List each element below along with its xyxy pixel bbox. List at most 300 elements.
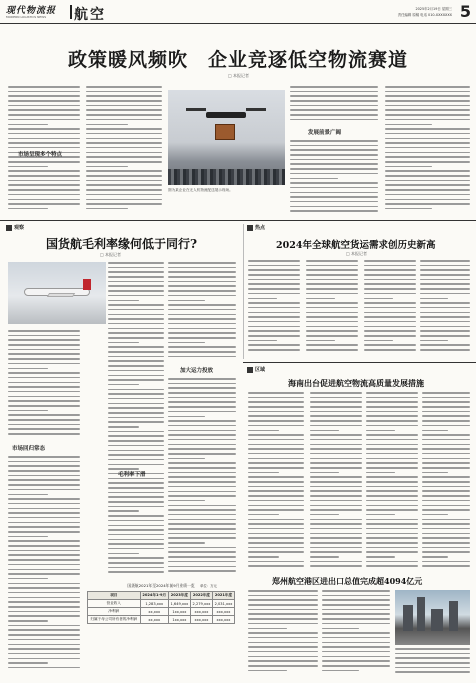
text-line	[248, 415, 304, 417]
text-line	[248, 646, 318, 648]
left-column-3	[108, 262, 164, 578]
text-line	[420, 344, 470, 346]
table-cell: xxx,xxx	[212, 616, 234, 624]
text-line	[366, 462, 418, 464]
text-line	[422, 556, 448, 558]
text-line	[108, 318, 164, 320]
text-line	[8, 662, 48, 664]
text-line	[168, 318, 236, 320]
text-line	[422, 425, 470, 427]
text-line	[8, 498, 80, 500]
text-line	[168, 556, 236, 558]
text-line	[420, 260, 470, 262]
text-line	[290, 100, 378, 102]
text-line	[168, 276, 236, 278]
text-line	[422, 476, 470, 478]
text-line	[310, 500, 362, 502]
text-line	[248, 265, 300, 267]
text-line	[310, 565, 362, 567]
text-line	[168, 486, 236, 488]
text-line	[248, 495, 304, 497]
text-line	[366, 472, 395, 474]
text-line	[248, 307, 300, 309]
text-line	[422, 500, 470, 502]
text-line	[422, 420, 470, 422]
text-line	[108, 440, 164, 442]
text-line	[168, 462, 236, 464]
text-line	[306, 288, 358, 290]
text-line	[422, 486, 470, 488]
text-line	[8, 573, 80, 575]
table-cell: 1,283,xxx	[140, 600, 168, 608]
text-line	[8, 105, 80, 107]
paper-meta: MODERN LOGISTICS NEWS	[6, 15, 47, 19]
text-line	[248, 623, 318, 625]
text-line	[108, 548, 164, 550]
text-line	[248, 321, 300, 323]
text-line	[366, 547, 418, 549]
text-line	[310, 462, 362, 464]
text-line	[310, 481, 362, 483]
plane-wing	[47, 293, 75, 297]
bottom-story-title-2: 郑州航空港区进出口总值完成超4094亿元	[272, 576, 423, 586]
text-line	[364, 302, 416, 304]
text-line	[108, 389, 164, 391]
text-line	[86, 175, 162, 177]
text-line	[8, 639, 80, 641]
text-line	[420, 269, 470, 271]
text-line	[108, 398, 164, 400]
text-line	[322, 604, 390, 606]
text-line	[422, 533, 470, 535]
airport-city-photo	[395, 590, 470, 645]
text-line	[168, 439, 236, 441]
text-line	[108, 370, 164, 372]
lead-column-3	[290, 86, 378, 126]
text-line	[86, 133, 162, 135]
text-line	[290, 149, 378, 151]
text-line	[290, 196, 378, 198]
text-line	[108, 525, 164, 527]
text-line	[8, 142, 80, 144]
table-cell: 归属于母公司所有者的净利润	[88, 616, 141, 624]
text-line	[108, 496, 164, 498]
text-line	[366, 406, 418, 408]
text-line	[248, 260, 300, 262]
text-line	[366, 556, 395, 558]
text-line	[248, 298, 277, 300]
text-line	[385, 95, 470, 97]
text-line	[168, 458, 205, 460]
text-line	[8, 583, 80, 585]
text-line	[108, 562, 164, 564]
text-line	[422, 444, 470, 446]
text-line	[290, 145, 378, 147]
text-line	[108, 290, 164, 292]
text-line	[8, 461, 80, 463]
text-line	[310, 411, 362, 413]
text-line	[420, 307, 470, 309]
text-line	[364, 330, 416, 332]
text-line	[422, 505, 470, 507]
text-line	[248, 533, 304, 535]
text-line	[86, 152, 162, 154]
text-line	[420, 326, 470, 328]
text-line	[366, 509, 418, 511]
text-line	[8, 339, 80, 341]
text-line	[8, 658, 80, 660]
text-line	[8, 494, 48, 496]
text-line	[290, 168, 378, 170]
text-line	[248, 425, 304, 427]
text-line	[310, 490, 362, 492]
table-header: 项目	[88, 592, 141, 600]
text-line	[8, 189, 80, 191]
text-line	[168, 271, 236, 273]
text-line	[8, 554, 80, 556]
text-line	[366, 523, 418, 525]
text-line	[8, 545, 80, 547]
table-cell: xxx,xxx	[190, 608, 212, 616]
text-line	[422, 495, 470, 497]
text-line	[248, 628, 287, 630]
building	[403, 605, 413, 631]
text-line	[8, 611, 80, 613]
text-line	[310, 439, 362, 441]
text-line	[8, 531, 80, 533]
text-line	[422, 467, 470, 469]
text-line	[310, 556, 339, 558]
text-line	[248, 656, 318, 658]
text-line	[395, 653, 470, 655]
text-line	[248, 537, 304, 539]
text-line	[248, 660, 318, 662]
text-line	[168, 285, 236, 287]
text-line	[8, 372, 80, 374]
text-line	[385, 184, 470, 186]
section-rule	[243, 362, 476, 363]
text-line	[168, 262, 236, 264]
text-line	[395, 667, 470, 669]
text-line	[8, 424, 80, 426]
text-line	[322, 656, 390, 658]
text-line	[248, 670, 287, 672]
text-line	[310, 401, 362, 403]
text-line	[322, 595, 390, 597]
text-line	[248, 467, 304, 469]
text-line	[108, 492, 164, 494]
text-line	[290, 192, 378, 194]
text-line	[310, 425, 362, 427]
text-line	[385, 91, 470, 93]
text-line	[422, 547, 470, 549]
text-line	[168, 453, 236, 455]
text-line	[8, 648, 80, 650]
text-line	[108, 445, 164, 447]
crowd	[168, 169, 285, 185]
text-line	[86, 147, 162, 149]
text-line	[364, 260, 416, 262]
text-line	[290, 140, 378, 142]
text-line	[422, 401, 470, 403]
text-line	[366, 411, 418, 413]
text-line	[248, 335, 300, 337]
bottom-column-6	[322, 590, 390, 678]
table-cell: 2,279,xxx	[190, 600, 212, 608]
text-line	[290, 163, 378, 165]
text-line	[86, 199, 162, 201]
text-line	[8, 138, 80, 140]
text-line	[248, 476, 304, 478]
text-line	[248, 604, 318, 606]
text-line	[385, 170, 470, 172]
text-line	[108, 501, 164, 503]
text-line	[422, 481, 470, 483]
lead-byline: □ 本报记者	[228, 73, 250, 78]
text-line	[422, 448, 470, 450]
text-line	[168, 537, 236, 539]
text-line	[168, 566, 236, 568]
left-subhead-1: 市场回归常态	[12, 446, 46, 452]
building	[417, 597, 425, 631]
text-line	[364, 279, 416, 281]
text-line	[168, 383, 236, 385]
text-line	[366, 481, 418, 483]
text-line	[420, 335, 470, 337]
text-line	[306, 312, 358, 314]
text-line	[290, 105, 378, 107]
text-line	[168, 290, 236, 292]
text-line	[364, 349, 416, 351]
text-line	[306, 321, 358, 323]
text-line	[290, 95, 378, 97]
photo-caption: 图为某企业在无人机物流配送展示现场。	[168, 188, 233, 192]
table-header-row	[88, 592, 235, 600]
text-line	[248, 490, 304, 492]
text-line	[8, 203, 80, 205]
text-line	[8, 147, 80, 149]
text-line	[8, 578, 48, 580]
right-story-title: 2024年全球航空货运需求创历史新高	[276, 240, 436, 251]
text-line	[310, 434, 362, 436]
text-line	[248, 665, 318, 667]
text-line	[86, 142, 162, 144]
table-title: 国货航2021年至2024年前9月业绩一览	[127, 583, 195, 588]
text-line	[108, 328, 164, 330]
text-line	[422, 514, 448, 516]
text-line	[8, 184, 80, 186]
text-line	[108, 487, 164, 489]
text-line	[108, 393, 164, 395]
page-info	[398, 6, 452, 18]
text-line	[168, 434, 236, 436]
text-line	[364, 307, 416, 309]
left-story-byline: □ 本报记者	[100, 252, 122, 257]
text-line	[248, 401, 304, 403]
text-line	[108, 360, 164, 362]
text-line	[306, 316, 358, 318]
text-line	[108, 351, 164, 353]
text-line	[310, 495, 362, 497]
text-line	[248, 500, 304, 502]
text-line	[168, 476, 236, 478]
text-line	[248, 434, 304, 436]
text-line	[8, 526, 80, 528]
text-line	[248, 595, 318, 597]
text-line	[168, 346, 236, 348]
text-line	[422, 551, 470, 553]
text-line	[364, 321, 416, 323]
text-line	[366, 401, 418, 403]
text-line	[248, 590, 318, 592]
text-line	[422, 411, 470, 413]
text-line	[310, 420, 362, 422]
text-line	[364, 283, 416, 285]
text-line	[248, 637, 318, 639]
right-tag-label: 热点	[255, 225, 266, 231]
table-cell: 1xx,xxx	[168, 608, 190, 616]
text-line	[108, 553, 139, 555]
text-line	[310, 430, 339, 432]
text-line	[248, 406, 304, 408]
table-cell: xx,xxx	[140, 608, 168, 616]
text-line	[385, 208, 432, 210]
text-line	[8, 419, 80, 421]
text-line	[364, 340, 393, 342]
text-line	[366, 490, 418, 492]
text-line	[420, 340, 448, 342]
text-line	[108, 365, 164, 367]
text-line	[8, 517, 80, 519]
text-line	[310, 561, 362, 563]
text-line	[168, 491, 236, 493]
table-header: 2021年度	[212, 592, 234, 600]
text-line	[322, 660, 390, 662]
text-line	[168, 523, 236, 525]
text-line	[168, 472, 236, 474]
text-line	[8, 161, 80, 163]
text-line	[108, 407, 164, 409]
text-line	[8, 353, 80, 355]
text-line	[385, 147, 470, 149]
text-line	[310, 514, 339, 516]
text-line	[8, 634, 80, 636]
left-subhead-3: 毛利率下滑	[118, 472, 146, 478]
text-line	[306, 298, 335, 300]
text-line	[86, 138, 162, 140]
drone-photo	[168, 90, 285, 185]
text-line	[108, 482, 164, 484]
text-line	[248, 420, 304, 422]
text-line	[290, 206, 378, 208]
text-line	[8, 569, 80, 571]
text-line	[8, 396, 80, 398]
text-line	[108, 314, 164, 316]
text-line	[86, 100, 162, 102]
text-line	[366, 505, 418, 507]
text-line	[168, 467, 236, 469]
text-line	[290, 201, 378, 203]
text-line	[8, 410, 48, 412]
text-line	[395, 662, 470, 664]
text-line	[422, 542, 470, 544]
text-line	[306, 349, 358, 351]
text-line	[366, 458, 418, 460]
left-column-2	[8, 456, 80, 676]
text-line	[364, 274, 416, 276]
text-line	[422, 523, 470, 525]
text-line	[290, 173, 378, 175]
text-line	[322, 628, 359, 630]
left-story-title: 国货航毛利率缘何低于同行?	[46, 237, 198, 251]
text-line	[366, 434, 418, 436]
text-line	[248, 551, 304, 553]
text-line	[385, 109, 470, 111]
text-line	[86, 180, 162, 182]
text-line	[310, 542, 362, 544]
text-line	[248, 392, 304, 394]
text-line	[290, 154, 378, 156]
text-line	[422, 490, 470, 492]
text-line	[248, 439, 304, 441]
text-line	[420, 274, 470, 276]
text-line	[168, 392, 236, 394]
text-line	[290, 178, 338, 180]
text-line	[248, 430, 279, 432]
text-line	[248, 486, 304, 488]
text-line	[168, 304, 236, 306]
text-line	[168, 505, 236, 507]
text-line	[366, 467, 418, 469]
text-line	[108, 276, 164, 278]
text-line	[290, 86, 378, 88]
text-line	[364, 293, 416, 295]
text-line	[8, 475, 80, 477]
text-line	[8, 479, 80, 481]
text-line	[108, 515, 164, 517]
text-line	[108, 281, 164, 283]
text-line	[310, 505, 362, 507]
text-line	[420, 293, 470, 295]
left-tag-label: 观察	[14, 225, 25, 231]
text-line	[385, 161, 470, 163]
table-cell: 营业收入	[88, 600, 141, 608]
text-line	[8, 363, 80, 365]
text-line	[248, 632, 318, 634]
text-line	[168, 420, 236, 422]
text-line	[322, 670, 359, 672]
text-line	[108, 539, 164, 541]
bottom-section-tag	[247, 366, 265, 373]
text-line	[8, 615, 80, 617]
text-line	[8, 95, 80, 97]
text-line	[8, 344, 80, 346]
table-cell: 1,649,xxx	[168, 600, 190, 608]
text-line	[366, 453, 418, 455]
drone-body	[206, 112, 246, 118]
table-unit: 单位：万元	[200, 584, 217, 588]
text-line	[108, 417, 164, 419]
text-line	[86, 194, 162, 196]
right-section-tag	[247, 224, 265, 231]
tag-marker	[6, 225, 12, 231]
text-line	[366, 430, 395, 432]
text-line	[248, 565, 304, 567]
text-line	[322, 590, 390, 592]
text-line	[8, 133, 80, 135]
text-line	[8, 559, 80, 561]
section-rule	[0, 220, 476, 221]
